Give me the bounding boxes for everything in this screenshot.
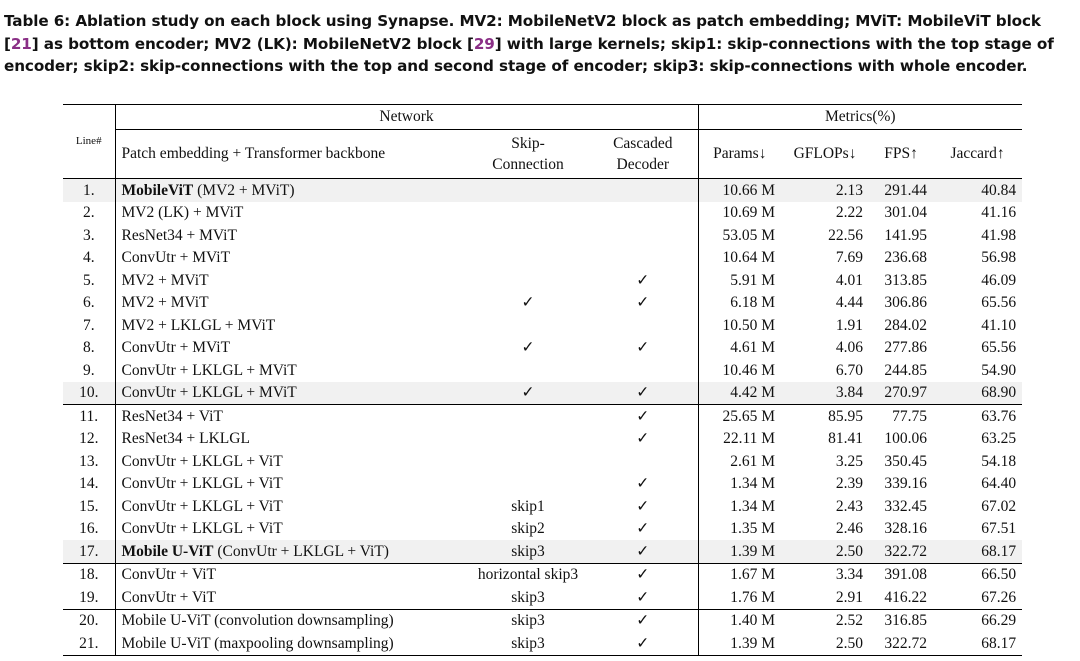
cell-skip-connection: skip2 bbox=[511, 520, 545, 537]
cell-gflops: 2.39 bbox=[835, 475, 864, 492]
cell-fps: 100.06 bbox=[884, 430, 928, 447]
cell-jaccard: 63.76 bbox=[933, 405, 1022, 428]
cell-gflops: 2.43 bbox=[835, 497, 864, 515]
cell-cascaded-decoder: ✓ bbox=[588, 269, 698, 292]
table-row bbox=[63, 586, 1022, 609]
cell-params: 25.65 M bbox=[698, 405, 781, 428]
header-backbone: Patch embedding + Transformer backbone bbox=[121, 145, 386, 163]
cell-jaccard: 67.26 bbox=[981, 588, 1017, 606]
cell-cascaded-decoder: ✓ bbox=[588, 540, 698, 563]
header-skip-line2: Connection bbox=[492, 156, 564, 173]
cell-jaccard: 67.51 bbox=[981, 520, 1017, 537]
cell-backbone: ResNet34 + LKLGL bbox=[121, 430, 250, 447]
cell-gflops: 85.95 bbox=[781, 405, 869, 428]
cell-fps: 416.22 bbox=[884, 588, 928, 606]
cell-skip-connection: ✓ bbox=[468, 382, 588, 405]
cell-line-number: 3. bbox=[63, 224, 115, 247]
cell-jaccard: 66.50 bbox=[933, 563, 1022, 586]
cell-line-number: 20. bbox=[63, 609, 115, 632]
cell-cascaded-decoder bbox=[588, 202, 698, 225]
cell-cascaded-decoder bbox=[588, 450, 698, 473]
cell-params: 4.61 M bbox=[730, 339, 776, 356]
cell-cascaded-decoder bbox=[588, 179, 698, 202]
cell-skip-connection bbox=[468, 405, 588, 428]
cell-gflops: 2.13 bbox=[781, 179, 869, 202]
header-fps: FPS↑ bbox=[884, 145, 918, 163]
cell-skip-connection: skip3 bbox=[468, 609, 588, 632]
cell-backbone: ConvUtr + LKLGL + ViT bbox=[121, 452, 283, 470]
cell-jaccard: 54.90 bbox=[981, 361, 1017, 379]
cell-params: 1.39 M bbox=[698, 632, 781, 655]
cell-params: 1.35 M bbox=[730, 520, 776, 537]
cell-line-number: 13. bbox=[63, 450, 115, 473]
cell-cascaded-decoder bbox=[588, 359, 698, 382]
cell-backbone bbox=[115, 179, 468, 202]
table-body bbox=[63, 179, 1022, 656]
cell-fps: 284.02 bbox=[884, 316, 928, 334]
cell-backbone: ResNet34 + MViT bbox=[121, 226, 237, 244]
cell-backbone: MV2 (LK) + MViT bbox=[121, 204, 244, 221]
cell-params: 6.18 M bbox=[730, 294, 776, 311]
cell-gflops: 22.56 bbox=[828, 226, 864, 244]
cell-jaccard: 40.84 bbox=[933, 179, 1022, 202]
cell-backbone bbox=[115, 540, 468, 563]
cell-fps: 270.97 bbox=[869, 382, 933, 405]
cell-params: 10.66 M bbox=[698, 179, 781, 202]
header-line-number: Line# bbox=[63, 105, 115, 179]
cell-params: 1.34 M bbox=[730, 475, 776, 492]
cell-params: 10.64 M bbox=[722, 249, 776, 266]
table-row bbox=[63, 247, 1022, 270]
table-row bbox=[63, 450, 1022, 473]
cell-cascaded-decoder: ✓ bbox=[588, 337, 698, 360]
cell-jaccard: 54.18 bbox=[981, 452, 1017, 470]
cell-cascaded-decoder: ✓ bbox=[588, 495, 698, 518]
table-row bbox=[63, 518, 1022, 541]
cell-backbone: ConvUtr + LKLGL + ViT bbox=[121, 497, 283, 515]
table-row bbox=[63, 382, 1022, 405]
cell-fps: 244.85 bbox=[884, 361, 928, 379]
cell-jaccard: 41.98 bbox=[981, 226, 1017, 244]
cell-fps: 332.45 bbox=[884, 497, 928, 515]
cell-fps: 339.16 bbox=[884, 475, 928, 492]
cell-fps: 141.95 bbox=[884, 226, 928, 244]
cell-jaccard: 68.17 bbox=[933, 632, 1022, 655]
cell-skip-connection bbox=[468, 224, 588, 247]
header-jaccard: Jaccard↑ bbox=[950, 145, 1005, 163]
table-row bbox=[63, 405, 1022, 428]
cell-skip-connection: ✓ bbox=[521, 339, 535, 356]
table-row bbox=[63, 202, 1022, 225]
cell-fps: 350.45 bbox=[884, 452, 928, 470]
cell-backbone: MV2 + MViT bbox=[121, 294, 209, 311]
table-row bbox=[63, 540, 1022, 563]
cell-params: 1.67 M bbox=[698, 563, 781, 586]
model-detail: (ConvUtr + LKLGL + ViT) bbox=[213, 542, 389, 560]
cell-jaccard: 68.90 bbox=[933, 382, 1022, 405]
cell-line-number: 10. bbox=[63, 382, 115, 405]
cell-gflops: 2.52 bbox=[781, 609, 869, 632]
cell-gflops: 81.41 bbox=[828, 430, 864, 447]
cell-line-number: 7. bbox=[63, 314, 115, 337]
cell-cascaded-decoder: ✓ bbox=[588, 518, 698, 541]
model-name: Mobile U-ViT bbox=[121, 542, 214, 560]
header-gflops: GFLOPs↓ bbox=[793, 145, 857, 163]
cell-backbone: ConvUtr + LKLGL + ViT bbox=[121, 520, 283, 537]
cell-gflops: 3.25 bbox=[835, 452, 864, 470]
cell-cascaded-decoder bbox=[588, 224, 698, 247]
cell-backbone: ConvUtr + LKLGL + MViT bbox=[115, 382, 468, 405]
cell-cascaded-decoder: ✓ bbox=[588, 292, 698, 315]
cell-line-number: 4. bbox=[63, 247, 115, 270]
cell-params: 10.46 M bbox=[722, 361, 776, 379]
header-network-group: Network bbox=[115, 105, 698, 130]
cell-skip-connection: skip3 bbox=[468, 540, 588, 563]
cell-gflops: 7.69 bbox=[835, 249, 864, 266]
cell-fps: 391.08 bbox=[869, 563, 933, 586]
cell-gflops: 4.01 bbox=[835, 271, 864, 289]
table-row bbox=[63, 609, 1022, 632]
cell-gflops: 2.50 bbox=[781, 632, 869, 655]
cell-fps: 328.16 bbox=[884, 520, 928, 537]
cell-cascaded-decoder: ✓ bbox=[588, 609, 698, 632]
cell-skip-connection bbox=[468, 269, 588, 292]
cell-fps: 322.72 bbox=[869, 632, 933, 655]
cell-line-number: 15. bbox=[63, 495, 115, 518]
cell-backbone: Mobile U-ViT (maxpooling downsampling) bbox=[115, 632, 468, 655]
cell-backbone: ConvUtr + LKLGL + MViT bbox=[121, 361, 297, 379]
table-row bbox=[63, 359, 1022, 382]
cell-skip-connection bbox=[468, 202, 588, 225]
cell-line-number: 8. bbox=[63, 337, 115, 360]
cell-skip-connection: skip3 bbox=[511, 588, 545, 606]
cell-params: 53.05 M bbox=[722, 226, 776, 244]
cell-fps: 316.85 bbox=[869, 609, 933, 632]
cell-cascaded-decoder: ✓ bbox=[588, 586, 698, 609]
cell-jaccard: 41.16 bbox=[981, 204, 1017, 221]
cell-jaccard: 64.40 bbox=[981, 475, 1017, 492]
cell-jaccard: 67.02 bbox=[981, 497, 1017, 515]
cell-gflops: 4.44 bbox=[835, 294, 864, 311]
cell-cascaded-decoder: ✓ bbox=[588, 428, 698, 451]
cell-line-number: 12. bbox=[63, 428, 115, 451]
cell-fps: 236.68 bbox=[884, 249, 928, 266]
cell-params: 22.11 M bbox=[723, 430, 776, 447]
cell-backbone: Mobile U-ViT (convolution downsampling) bbox=[115, 609, 468, 632]
cell-params: 1.34 M bbox=[730, 497, 776, 515]
table-row bbox=[63, 314, 1022, 337]
header-skip-connection bbox=[468, 130, 588, 179]
cell-jaccard: 56.98 bbox=[981, 249, 1017, 266]
cell-jaccard: 41.10 bbox=[981, 316, 1017, 334]
cell-line-number: 5. bbox=[63, 269, 115, 292]
cell-fps: 77.75 bbox=[869, 405, 933, 428]
table-row bbox=[63, 224, 1022, 247]
cell-backbone: MV2 + LKLGL + MViT bbox=[121, 316, 276, 334]
cell-cascaded-decoder: ✓ bbox=[588, 382, 698, 405]
cell-gflops: 4.06 bbox=[835, 339, 864, 356]
cell-backbone: ConvUtr + LKLGL + ViT bbox=[121, 475, 283, 492]
cell-cascaded-decoder bbox=[588, 314, 698, 337]
model-name: MobileViT bbox=[121, 181, 194, 199]
header-params: Params↓ bbox=[713, 145, 767, 163]
cell-line-number: 19. bbox=[63, 586, 115, 609]
cell-skip-connection: skip3 bbox=[468, 632, 588, 655]
cell-cascaded-decoder: ✓ bbox=[588, 473, 698, 496]
header-dec-line1: Cascaded bbox=[613, 135, 673, 152]
table-caption bbox=[4, 10, 1078, 78]
header-cascaded-decoder bbox=[588, 130, 698, 179]
cell-fps: 277.86 bbox=[884, 339, 928, 356]
table-row bbox=[63, 495, 1022, 518]
citation-link-29[interactable]: 29 bbox=[473, 34, 495, 53]
cell-line-number: 17. bbox=[63, 540, 115, 563]
cell-skip-connection bbox=[468, 314, 588, 337]
cell-gflops: 2.22 bbox=[835, 204, 864, 221]
cell-jaccard: 68.17 bbox=[933, 540, 1022, 563]
cell-gflops: 2.50 bbox=[781, 540, 869, 563]
header-dec-line2: Decoder bbox=[616, 156, 670, 173]
table-row bbox=[63, 292, 1022, 315]
citation-link-21[interactable]: 21 bbox=[10, 34, 32, 53]
table-row bbox=[63, 632, 1022, 655]
cell-params: 10.69 M bbox=[722, 204, 776, 221]
table-row bbox=[63, 337, 1022, 360]
cell-skip-connection bbox=[468, 428, 588, 451]
cell-skip-connection bbox=[468, 247, 588, 270]
cell-fps: 291.44 bbox=[869, 179, 933, 202]
cell-line-number: 11. bbox=[63, 405, 115, 428]
cell-params: 1.76 M bbox=[730, 588, 776, 606]
cell-skip-connection bbox=[468, 450, 588, 473]
header-skip-line1: Skip- bbox=[511, 135, 545, 152]
cell-gflops: 1.91 bbox=[835, 316, 864, 334]
cell-cascaded-decoder: ✓ bbox=[588, 563, 698, 586]
cell-line-number: 1. bbox=[63, 179, 115, 202]
cell-params: 10.50 M bbox=[722, 316, 776, 334]
cell-cascaded-decoder: ✓ bbox=[588, 632, 698, 655]
cell-jaccard: 46.09 bbox=[981, 271, 1017, 289]
cell-skip-connection: skip1 bbox=[511, 497, 545, 515]
cell-skip-connection bbox=[468, 179, 588, 202]
cell-backbone: ConvUtr + ViT bbox=[115, 563, 468, 586]
table-row bbox=[63, 269, 1022, 292]
cell-fps: 322.72 bbox=[869, 540, 933, 563]
cell-line-number: 16. bbox=[63, 518, 115, 541]
cell-params: 4.42 M bbox=[698, 382, 781, 405]
cell-line-number: 14. bbox=[63, 473, 115, 496]
cell-params: 1.40 M bbox=[698, 609, 781, 632]
model-detail: (MV2 + MViT) bbox=[193, 181, 295, 199]
cell-jaccard: 63.25 bbox=[981, 430, 1017, 447]
table-row bbox=[63, 179, 1022, 202]
ablation-table bbox=[63, 104, 1022, 656]
table-row bbox=[63, 563, 1022, 586]
header-metrics-group: Metrics(%) bbox=[698, 105, 1022, 130]
table-row bbox=[63, 428, 1022, 451]
caption-text-2: ] as bottom encoder; MV2 (LK): MobileNetV2 block [ bbox=[31, 34, 474, 53]
cell-jaccard: 66.29 bbox=[933, 609, 1022, 632]
cell-gflops: 3.84 bbox=[781, 382, 869, 405]
cell-gflops: 2.46 bbox=[835, 520, 864, 537]
cell-cascaded-decoder: ✓ bbox=[588, 405, 698, 428]
cell-fps: 306.86 bbox=[884, 294, 928, 311]
cell-backbone: ConvUtr + MViT bbox=[121, 339, 231, 356]
cell-line-number: 6. bbox=[63, 292, 115, 315]
caption-text-3: ] with large kernels; skip1: skip-connections with the top stage of encoder; skip2: skip-connections with the top and second stage of encoder; skip3: skip-connections with whole encoder. bbox=[4, 34, 1054, 75]
caption-text-1: Table 6: Ablation study on each block using Synapse. MV2: MobileNetV2 block as patch embedding; MViT: MobileViT block [ bbox=[4, 12, 1041, 53]
cell-backbone: ResNet34 + ViT bbox=[115, 405, 468, 428]
cell-line-number: 21. bbox=[63, 632, 115, 655]
cell-gflops: 6.70 bbox=[835, 361, 864, 379]
table-row bbox=[63, 473, 1022, 496]
cell-backbone: ConvUtr + ViT bbox=[121, 588, 216, 606]
cell-skip-connection bbox=[468, 359, 588, 382]
cell-fps: 301.04 bbox=[884, 204, 928, 221]
cell-line-number: 9. bbox=[63, 359, 115, 382]
cell-params: 2.61 M bbox=[730, 452, 776, 470]
cell-cascaded-decoder bbox=[588, 247, 698, 270]
cell-gflops: 2.91 bbox=[835, 588, 864, 606]
cell-line-number: 18. bbox=[63, 563, 115, 586]
cell-fps: 313.85 bbox=[884, 271, 928, 289]
cell-backbone: MV2 + MViT bbox=[121, 271, 209, 289]
cell-params: 1.39 M bbox=[698, 540, 781, 563]
cell-line-number: 2. bbox=[63, 202, 115, 225]
cell-skip-connection: horizontal skip3 bbox=[468, 563, 588, 586]
cell-skip-connection bbox=[468, 473, 588, 496]
cell-jaccard: 65.56 bbox=[981, 339, 1017, 356]
cell-backbone: ConvUtr + MViT bbox=[121, 249, 231, 266]
cell-params: 5.91 M bbox=[730, 271, 776, 289]
cell-gflops: 3.34 bbox=[781, 563, 869, 586]
cell-skip-connection: ✓ bbox=[521, 294, 535, 311]
cell-jaccard: 65.56 bbox=[981, 294, 1017, 311]
